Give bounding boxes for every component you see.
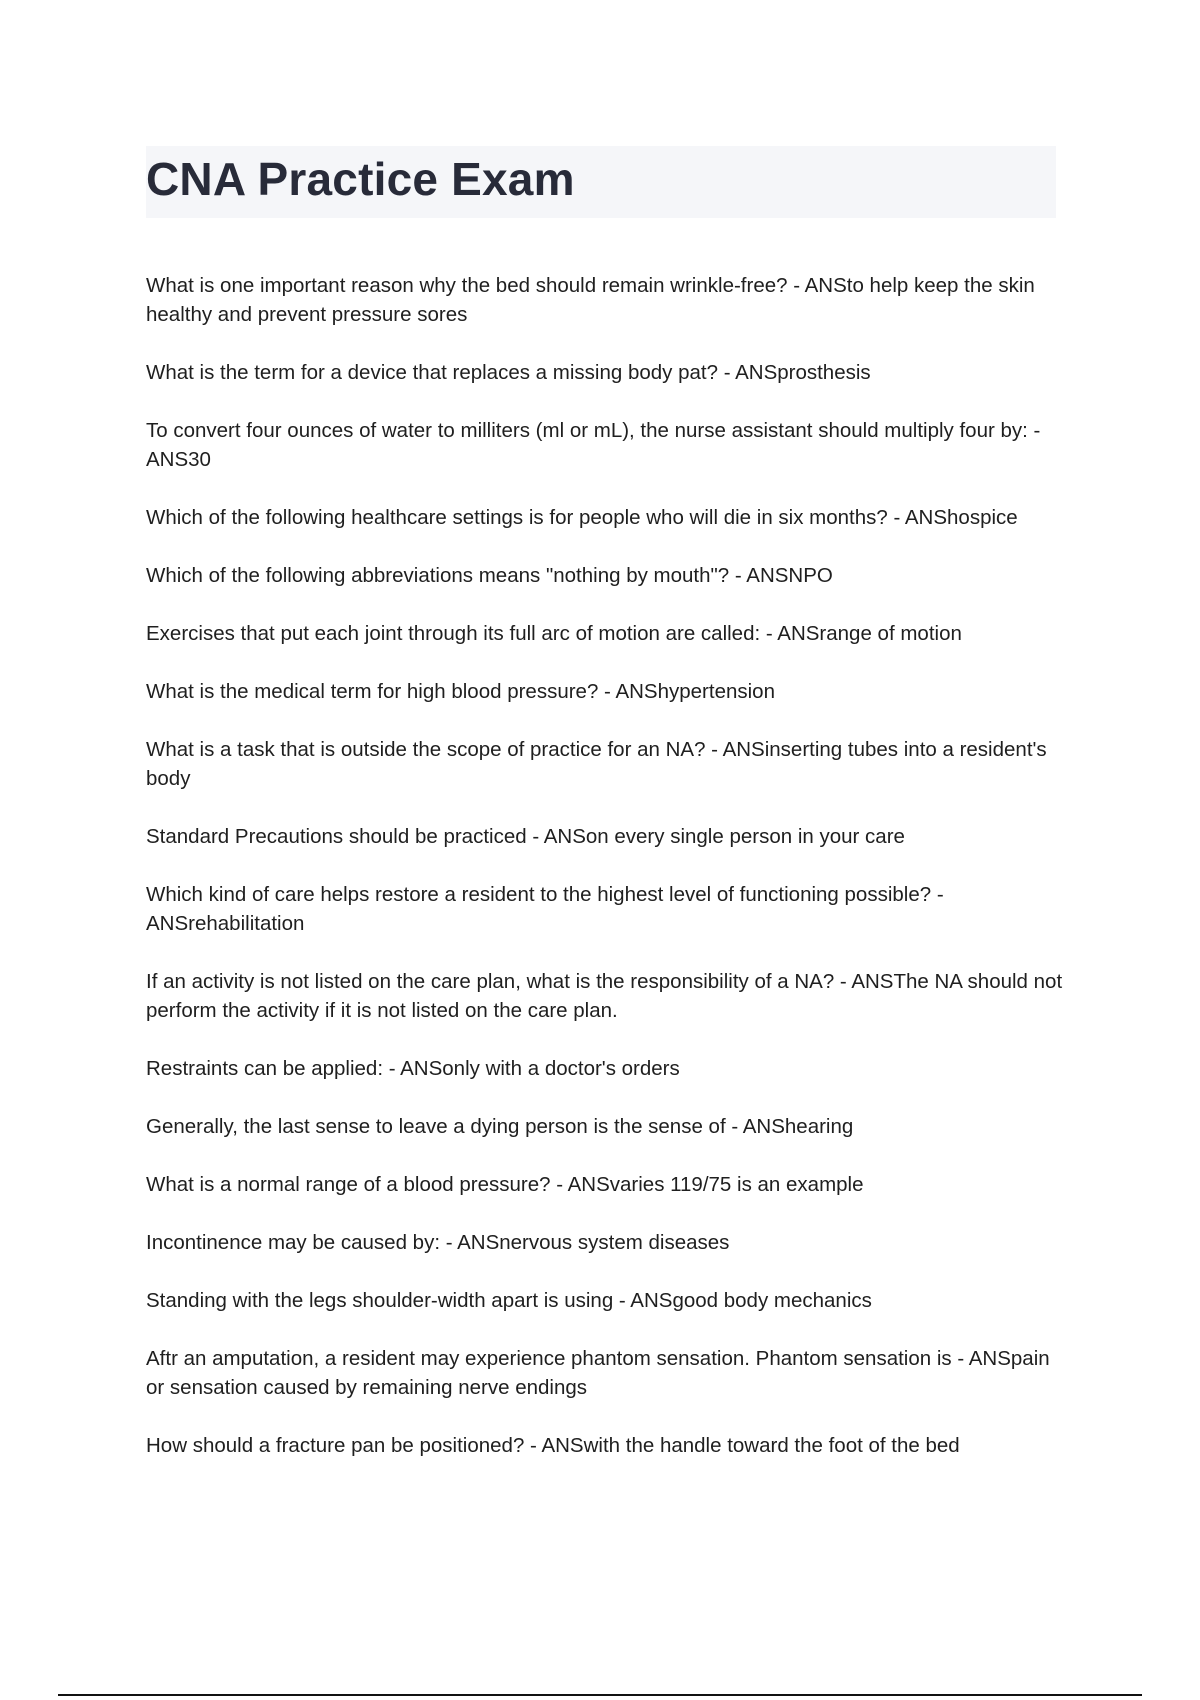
qa-item: Which kind of care helps restore a resident to the highest level of functioning possible? - ANSrehabilitation [146, 883, 944, 935]
qa-item: Restraints can be applied: - ANSonly with a doctor's orders [146, 1057, 680, 1080]
qa-item: What is the medical term for high blood pressure? - ANShypertension [146, 680, 775, 703]
qa-item: Exercises that put each joint through its full arc of motion are called: - ANSrange of motion [146, 622, 962, 645]
qa-item: Standard Precautions should be practiced - ANSon every single person in your care [146, 825, 905, 848]
qa-item: What is one important reason why the bed should remain wrinkle-free? - ANSto help keep the skin healthy and prevent pressure sores [146, 274, 1035, 326]
qa-item: Generally, the last sense to leave a dying person is the sense of - ANShearing [146, 1115, 854, 1138]
footer-divider [58, 1694, 1142, 1696]
qa-item: Aftr an amputation, a resident may experience phantom sensation. Phantom sensation is - ANSpain or sensation caused by remaining nerve endings [146, 1347, 1050, 1399]
qa-list [146, 271, 1066, 1489]
qa-item: What is a normal range of a blood pressure? - ANSvaries 119/75 is an example [146, 1173, 864, 1196]
qa-item: If an activity is not listed on the care plan, what is the responsibility of a NA? - ANSThe NA should not perform the activity if it is not listed on the care plan. [146, 970, 1063, 1022]
qa-item: Standing with the legs shoulder-width apart is using - ANSgood body mechanics [146, 1289, 872, 1312]
qa-item: How should a fracture pan be positioned? - ANSwith the handle toward the foot of the bed [146, 1434, 960, 1457]
qa-item: What is the term for a device that replaces a missing body pat? - ANSprosthesis [146, 361, 871, 384]
qa-item: To convert four ounces of water to milliters (ml or mL), the nurse assistant should multiply four by: - ANS30 [146, 419, 1041, 471]
qa-item: What is a task that is outside the scope of practice for an NA? - ANSinserting tubes into a resident's body [146, 738, 1047, 790]
page-title: CNA Practice Exam [146, 153, 575, 205]
qa-item: Incontinence may be caused by: - ANSnervous system diseases [146, 1231, 730, 1254]
qa-item: Which of the following abbreviations means "nothing by mouth"? - ANSNPO [146, 564, 833, 587]
qa-item: Which of the following healthcare settings is for people who will die in six months? - ANShospice [146, 506, 1018, 529]
title-band [146, 146, 1056, 218]
